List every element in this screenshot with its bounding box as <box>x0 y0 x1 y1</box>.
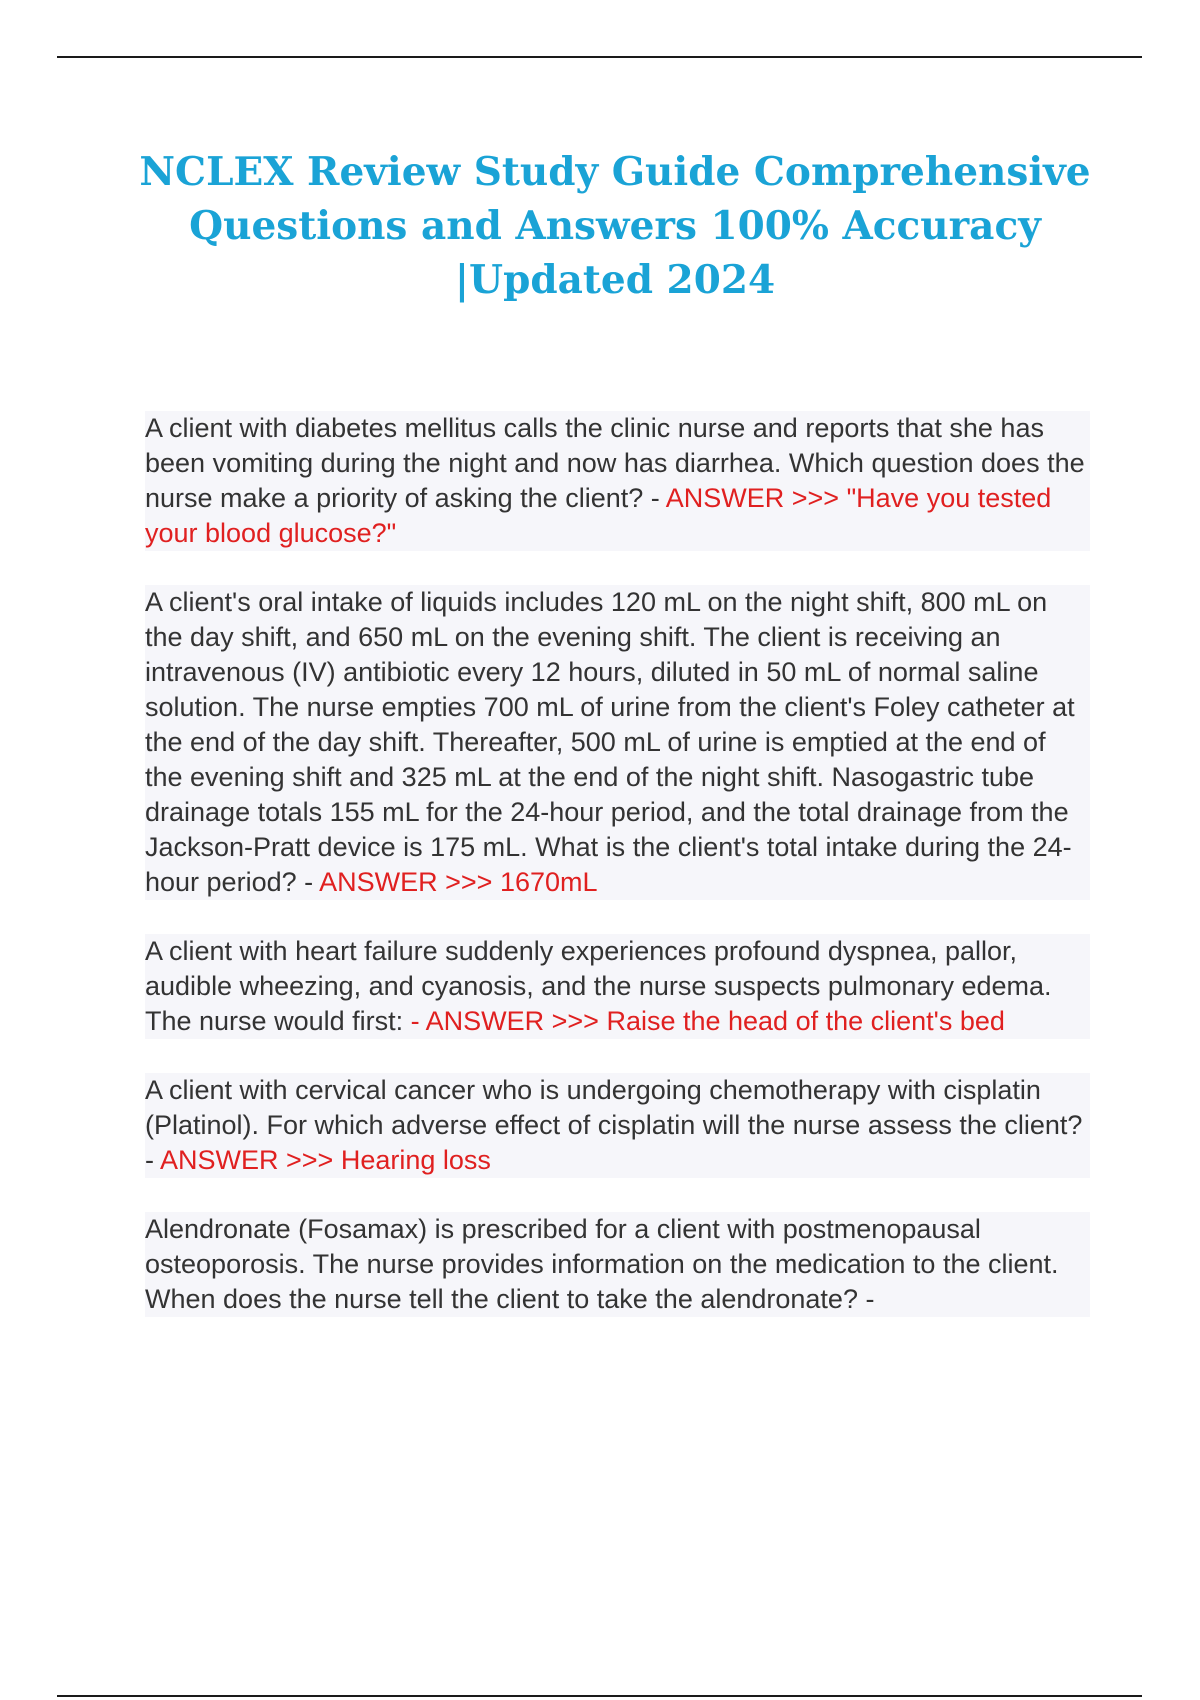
answer-text: ANSWER >>> Hearing loss <box>160 1145 491 1175</box>
qa-item-1 <box>145 411 1090 551</box>
answer-text: ANSWER >>> "Have you tested your blood glucose?" <box>145 483 1052 548</box>
answer-text: ANSWER >>> 1670mL <box>319 867 598 897</box>
question-text: A client with heart failure suddenly experiences profound dyspnea, pallor, audible wheezing, and cyanosis, and the nurse suspects pulmonary edema. The nurse would first: <box>145 936 1052 1036</box>
qa-item-5 <box>145 1212 1090 1317</box>
qa-item-3 <box>145 934 1090 1039</box>
answer-text: - ANSWER >>> Raise the head of the client's bed <box>410 1006 1005 1036</box>
qa-item-2 <box>145 585 1090 900</box>
page-title <box>120 145 1110 307</box>
qa-item-4 <box>145 1073 1090 1178</box>
top-rule <box>57 56 1142 58</box>
title-line-3: |Updated 2024 <box>454 257 776 303</box>
qa-list <box>145 411 1090 1351</box>
question-text: A client with cervical cancer who is undergoing chemotherapy with cisplatin (Platinol). For which adverse effect of cisplatin will the nurse assess the client? - <box>145 1075 1083 1175</box>
bottom-rule <box>57 1695 1142 1697</box>
question-text: Alendronate (Fosamax) is prescribed for a client with postmenopausal osteoporosis. The nurse provides information on the medication to the client. When does the nurse tell the client to take the alendronate? - <box>145 1214 1059 1314</box>
title-line-1: NCLEX Review Study Guide Comprehensive <box>139 149 1091 195</box>
question-text: A client's oral intake of liquids includes 120 mL on the night shift, 800 mL on the day shift, and 650 mL on the evening shift. The client is receiving an intravenous (IV) antibiotic every 12 hours, diluted in 50 mL of normal saline solution. The nurse empties 700 mL of urine from the client's Foley catheter at the end of the day shift. Thereafter, 500 mL of urine is emptied at the end of the evening shift and 325 mL at the end of the night shift. Nasogastric tube drainage totals 155 mL for the 24-hour period, and the total drainage from the Jackson-Pratt device is 175 mL. What is the client's total intake during the 24-hour period? - <box>145 587 1075 897</box>
question-text: A client with diabetes mellitus calls the clinic nurse and reports that she has been vomiting during the night and now has diarrhea. Which question does the nurse make a priority of asking the client? - <box>145 413 1085 513</box>
title-line-2: Questions and Answers 100% Accuracy <box>189 203 1041 249</box>
